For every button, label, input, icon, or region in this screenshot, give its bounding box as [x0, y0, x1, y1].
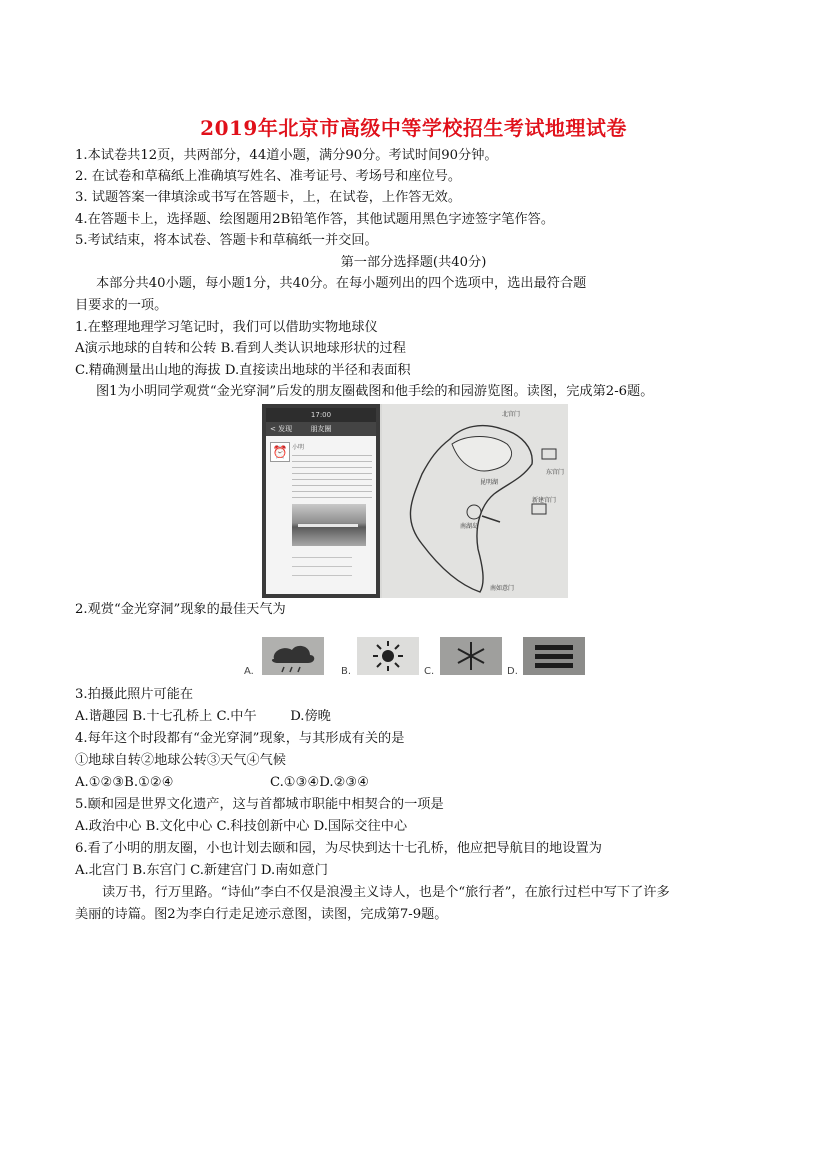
post-author: 小明 [292, 444, 305, 451]
q2-option-c-label: C. [424, 666, 435, 677]
snowflake-icon [440, 637, 502, 675]
q3-options: A.谐趣园 B.十七孔桥上 C.中午 D.傍晚 [75, 709, 331, 724]
post-comments [292, 552, 352, 582]
instruction-5: 5.考试结束，将本试卷、答题卡和草稿纸一并交回。 [75, 233, 378, 248]
q1-options-ab: A演示地球的自转和公转 B.看到人类认识地球形状的过程 [75, 341, 406, 356]
q6-options: A.北宫门 B.东宫门 C.新建宫门 D.南如意门 [75, 863, 328, 878]
figure1-intro: 图1为小明同学观赏“金光穿洞”后发的朋友圈截图和他手绘的和园游览图。读图，完成第2-6题。 [96, 384, 654, 399]
park-map-drawing [382, 404, 568, 598]
q4-stem: 4.每年这个时段都有“金光穿洞”现象，与其形成有关的是 [75, 731, 405, 746]
instruction-4: 4.在答题卡上，选择题、绘图题用2B铅笔作答，其他试题用黑色字迹签字笔作答。 [75, 212, 555, 227]
section-intro-line-2: 目要求的一项。 [75, 298, 168, 313]
instruction-3: 3. 试题答案一律填涂或书写在答题卡，上，在试卷，上作答无效。 [75, 190, 462, 205]
q4-options-cd: C.①③④D.②③④ [270, 775, 370, 790]
section-heading: 第一部分选择题(共40分) [340, 255, 487, 270]
q2-option-b-label: B. [341, 666, 352, 677]
q3-stem: 3.拍摄此照片可能在 [75, 687, 194, 702]
phone-nav-bar [266, 422, 376, 436]
phone-screen [266, 408, 376, 594]
q2-stem: 2.观赏“金光穿洞”现象的最佳天气为 [75, 602, 286, 617]
map-label-east-gate: 东宫门 [546, 469, 565, 476]
instruction-1: 1.本试卷共12页，共两部分，44道小题，满分90分。考试时间90分钟。 [75, 148, 498, 163]
instruction-2: 2. 在试卷和草稿纸上准确填写姓名、准考证号、考场号和座位号。 [75, 169, 462, 184]
phone-nav-title: 朋友圈 [310, 425, 332, 433]
q6-stem: 6.看了小明的朋友圈，小也计划去颐和园，为尽快到达十七孔桥，他应把导航目的地设置为 [75, 841, 602, 856]
rain-cloud-icon [262, 637, 324, 675]
q2-option-d-label: D. [507, 666, 518, 677]
alarm-clock-avatar-icon: ⏰ [270, 442, 290, 462]
passage2-line-1: 读万书，行万里路。“诗仙”李白不仅是浪漫主义诗人，也是个“旅行者”，在旅行过栏中写下了许多 [102, 885, 670, 900]
figure-1 [262, 404, 568, 598]
map-label-island: 南湖岛 [460, 523, 479, 530]
q4-options-ab: A.①②③B.①②④ [75, 775, 174, 790]
map-label-lake: 昆明湖 [480, 479, 499, 486]
fog-icon [523, 637, 585, 675]
passage2-line-2: 美丽的诗篇。图2为李白行走足迹示意图，读图，完成第7-9题。 [75, 907, 448, 922]
q2-option-a-label: A. [244, 666, 254, 677]
exam-title: 2019年北京市高级中等学校招生考试地理试卷 [200, 116, 627, 140]
q5-options: A.政治中心 B.文化中心 C.科技创新中心 D.国际交往中心 [75, 819, 408, 834]
q1-options-cd: C.精确测量出山地的海拔 D.直接读出地球的半径和表面积 [75, 363, 411, 378]
map-label-south-gate: 南如意门 [490, 585, 515, 592]
phone-screenshot [262, 404, 380, 598]
map-label-new-gate: 新建宫门 [532, 497, 557, 504]
q1-stem: 1.在整理地理学习笔记时，我们可以借助实物地球仪 [75, 320, 378, 335]
bridge-shape [298, 524, 358, 527]
q5-stem: 5.颐和园是世界文化遗产，这与首都城市职能中相契合的一项是 [75, 797, 444, 812]
sun-icon [357, 637, 419, 675]
section-intro-line-1: 本部分共40小题，每小题1分，共40分。在每小题列出的四个选项中，选出最符合题 [96, 276, 587, 291]
map-label-north-gate: 北宫门 [502, 411, 521, 418]
q4-items: ①地球自转②地球公转③天气④气候 [75, 753, 286, 768]
post-text-block [292, 452, 372, 498]
phone-status-bar: 17:00 [266, 408, 376, 422]
hand-drawn-park-map [382, 404, 568, 598]
phone-nav-back: < 发现 [270, 425, 293, 433]
post-photo [292, 504, 366, 546]
